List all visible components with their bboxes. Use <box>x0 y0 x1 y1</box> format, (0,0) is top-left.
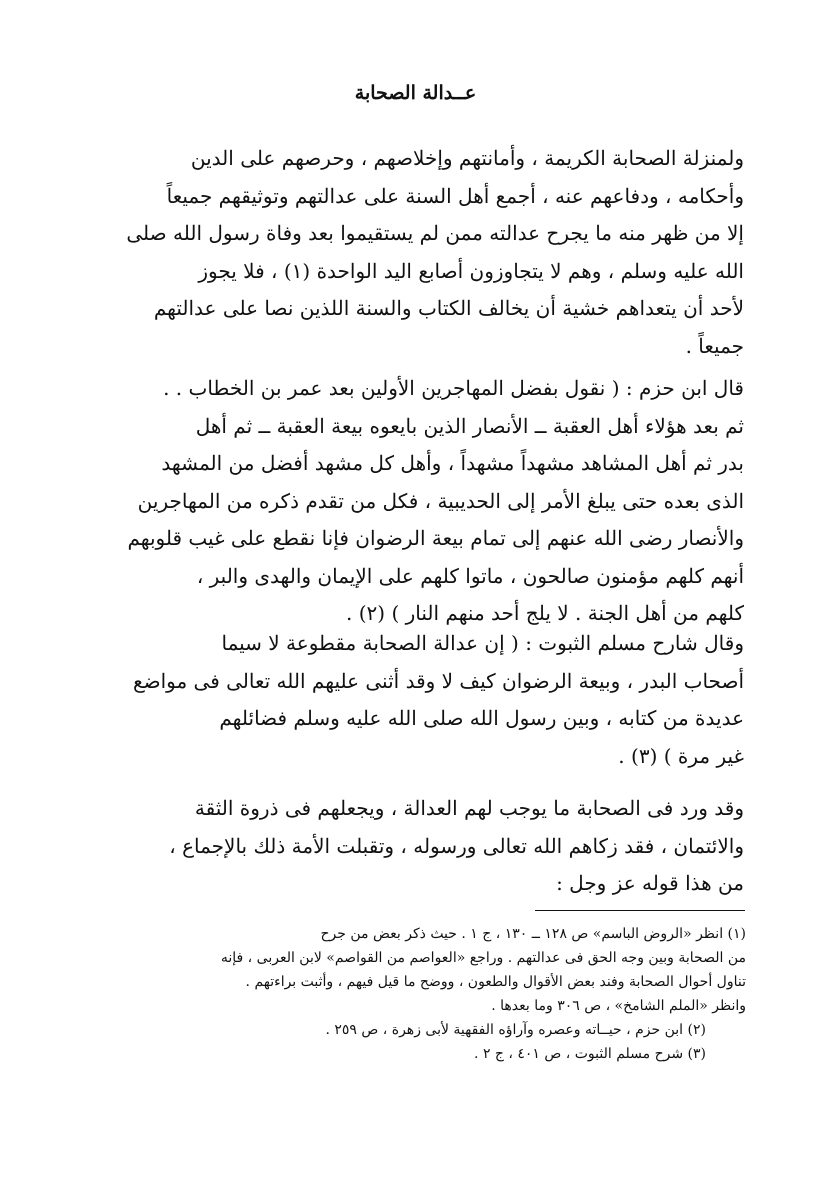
text-line: أصحاب البدر ، وبيعة الرضوان كيف لا وقد أثنى عليهم الله تعالى فى مواضع <box>132 668 744 693</box>
text-line: والائتمان ، فقد زكاهم الله تعالى ورسوله ، وتقبلت الأمة ذلك بالإجماع ، <box>169 833 744 858</box>
page-title: عــدالة الصحابة <box>354 82 477 104</box>
footnote-line: من الصحابة وبين وجه الحق فى عدالتهم . وراجع «العواصم من القواصم» لابن العربى ، فإنه <box>220 950 746 966</box>
text-line: ثم بعد هؤلاء أهل العقبة ــ الأنصار الذين بايعوه بيعة العقبة ــ ثم أهل <box>195 413 744 438</box>
footnote-line: (١) انظر «الروض الباسم» ص ١٢٨ ــ ١٣٠ ، ج ١ . حيث ذكر بعض من جرح <box>320 926 746 942</box>
paragraph-4 <box>84 790 744 903</box>
footnote-divider <box>535 910 745 911</box>
footnotes <box>84 922 746 1066</box>
footnote-line: وانظر «الملم الشامخ» ، ص ٣٠٦ وما بعدها . <box>491 998 746 1014</box>
text-line: إلا من ظهر منه ما يجرح عدالته ممن لم يستقيموا بعد وفاة رسول الله صلى <box>126 221 744 245</box>
footnote-line: تناول أحوال الصحابة وفند بعض الأقوال والطعون ، ووضح ما قيل فيهم ، وأثبت براءتهم . <box>245 974 746 990</box>
text-line: لأحد أن يتعداهم خشية أن يخالف الكتاب والسنة اللذين نصا على عدالتهم <box>153 296 744 320</box>
text-line: بدر ثم أهل المشاهد مشهداً مشهداً ، وأهل كل مشهد أفضل من المشهد <box>161 451 744 475</box>
paragraph-2 <box>84 370 744 633</box>
text-line: جميعاً . <box>685 333 744 358</box>
text-line: كلهم من أهل الجنة . لا يلج أحد منهم النار ) (٢) . <box>346 601 744 625</box>
text-line: عديدة من كتابه ، وبين رسول الله صلى الله عليه وسلم فضائلهم <box>219 706 744 730</box>
footnote-line: (٣) شرح مسلم الثبوت ، ص ٤٠١ ، ج ٢ . <box>474 1046 706 1062</box>
text-line: والأنصار رضى الله عنهم إلى تمام بيعة الرضوان فإنا نقطع على غيب قلوبهم <box>127 526 744 550</box>
paragraph-3 <box>84 625 744 775</box>
text-line: غير مرة ) (٣) . <box>618 743 744 768</box>
text-line: وأحكامه ، ودفاعهم عنه ، أجمع أهل السنة على عدالتهم وتوثيقهم جميعاً <box>166 183 744 208</box>
text-line: قال ابن حزم : ( نقول بفضل المهاجرين الأولين بعد عمر بن الخطاب . . <box>163 376 744 400</box>
text-line: وقال شارح مسلم الثبوت : ( إن عدالة الصحابة مقطوعة لا سيما <box>221 631 744 655</box>
text-line: ولمنزلة الصحابة الكريمة ، وأمانتهم وإخلاصهم ، وحرصهم على الدين <box>190 146 744 170</box>
text-line: وقد ورد فى الصحابة ما يوجب لهم العدالة ، ويجعلهم فى ذروة الثقة <box>194 796 744 820</box>
text-line: الذى بعده حتى يبلغ الأمر إلى الحديبية ، فكل من تقدم ذكره من المهاجرين <box>137 488 744 513</box>
text-line: من هذا قوله عز وجل : <box>556 871 744 895</box>
paragraph-1 <box>84 140 744 365</box>
text-line: أنهم كلهم مؤمنون صالحون ، ماتوا كلهم على الإيمان والهدى والبر ، <box>196 563 744 588</box>
footnote-line: (٢) ابن حزم ، حيــاته وعصره وآراؤه الفقهية لأبى زهرة ، ص ٢٥٩ . <box>325 1022 706 1038</box>
text-line: الله عليه وسلم ، وهم لا يتجاوزون أصابع اليد الواحدة (١) ، فلا يجوز <box>198 258 744 283</box>
